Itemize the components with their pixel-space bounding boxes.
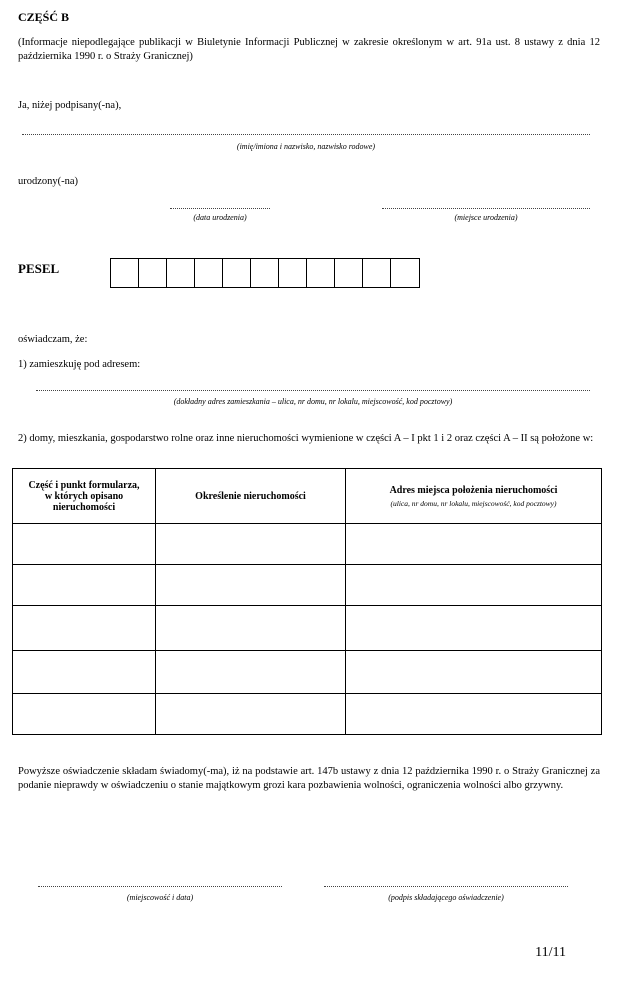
name-caption: (imię/imiona i nazwisko, nazwisko rodowe): [236, 142, 376, 151]
item-1-address: 1) zamieszkuję pod adresem:: [18, 359, 141, 370]
pesel-digit-box[interactable]: [139, 259, 167, 287]
signature-caption: (podpis składającego oświadczenie): [388, 893, 504, 902]
pesel-label: PESEL: [18, 261, 60, 276]
pesel-digit-box[interactable]: [167, 259, 195, 287]
closing-statement: Powyższe oświadczenie składam świadomy(-ma), iż na podstawie art. 147b ustawy z dnia 12 października 1990 r. o Straży Granicznej za podanie nieprawdy w oświadczeniu o stanie majątkowym grozi kara pozbawienia wolności, ograniczenia wolności albo grzywny.: [18, 766, 600, 791]
item-2-properties: 2) domy, mieszkania, gospodarstwo rolne oraz inne nieruchomości wymienione w części A – I pkt 1 i 2 oraz części A – II są położone w:: [18, 433, 594, 444]
col-header-part-label: Część i punkt formularza, w których opisano nieruchomości: [28, 479, 140, 513]
place-date-field[interactable]: [38, 886, 282, 887]
col-header-part: [13, 469, 156, 524]
declarant-intro: Ja, niżej podpisany(-na),: [18, 100, 122, 111]
table-row: [13, 524, 602, 565]
pesel-digit-box[interactable]: [251, 259, 279, 287]
pesel-digit-box[interactable]: [391, 259, 419, 287]
table-cell[interactable]: [156, 524, 346, 565]
pesel-input-boxes[interactable]: [110, 258, 420, 288]
table-cell[interactable]: [13, 524, 156, 565]
table-row: [13, 651, 602, 694]
table-cell[interactable]: [13, 565, 156, 606]
col-header-address: [346, 469, 602, 524]
table-cell[interactable]: [346, 524, 602, 565]
table-cell[interactable]: [156, 565, 346, 606]
declare-text: oświadczam, że:: [18, 334, 88, 345]
table-cell[interactable]: [13, 606, 156, 651]
birth-date-caption: (data urodzenia): [193, 213, 247, 222]
born-label: urodzony(-na): [18, 176, 79, 187]
birth-date-field[interactable]: [170, 208, 270, 209]
table-row: [13, 606, 602, 651]
table-cell[interactable]: [346, 651, 602, 694]
section-title: CZĘŚĆ B: [18, 10, 70, 24]
table-row: [13, 565, 602, 606]
birth-place-field[interactable]: [382, 208, 590, 209]
page-number: 11/11: [535, 945, 566, 960]
properties-table: [12, 468, 602, 735]
pesel-digit-box[interactable]: [335, 259, 363, 287]
info-note: (Informacje niepodlegające publikacji w Biuletynie Informacji Publicznej w zakresie określonym w art. 91a ust. 8 ustawy z dnia 12 października 1990 r. o Straży Granicznej): [18, 37, 600, 62]
pesel-digit-box[interactable]: [307, 259, 335, 287]
table-cell[interactable]: [156, 651, 346, 694]
pesel-digit-box[interactable]: [279, 259, 307, 287]
table-cell[interactable]: [156, 694, 346, 735]
pesel-digit-box[interactable]: [111, 259, 139, 287]
col-header-property: Określenie nieruchomości: [156, 469, 346, 524]
place-date-caption: (miejscowość i data): [126, 893, 194, 902]
signature-field[interactable]: [324, 886, 568, 887]
birth-place-caption: (miejsce urodzenia): [454, 213, 518, 222]
address-caption: (dokładny adres zamieszkania – ulica, nr domu, nr lokalu, miejscowość, kod pocztowy): [173, 397, 453, 406]
table-cell[interactable]: [156, 606, 346, 651]
table-cell[interactable]: [13, 651, 156, 694]
pesel-digit-box[interactable]: [195, 259, 223, 287]
table-row: [13, 694, 602, 735]
col-header-address-note: (ulica, nr domu, nr lokalu, miejscowość, kod pocztowy): [390, 498, 557, 508]
pesel-digit-box[interactable]: [223, 259, 251, 287]
table-cell[interactable]: [346, 565, 602, 606]
address-field[interactable]: [36, 390, 590, 391]
table-cell[interactable]: [13, 694, 156, 735]
table-cell[interactable]: [346, 606, 602, 651]
col-header-address-label: Adres miejsca położenia nieruchomości: [389, 484, 558, 496]
name-field[interactable]: [22, 134, 590, 135]
pesel-digit-box[interactable]: [363, 259, 391, 287]
table-cell[interactable]: [346, 694, 602, 735]
table-header-row: [13, 469, 602, 524]
